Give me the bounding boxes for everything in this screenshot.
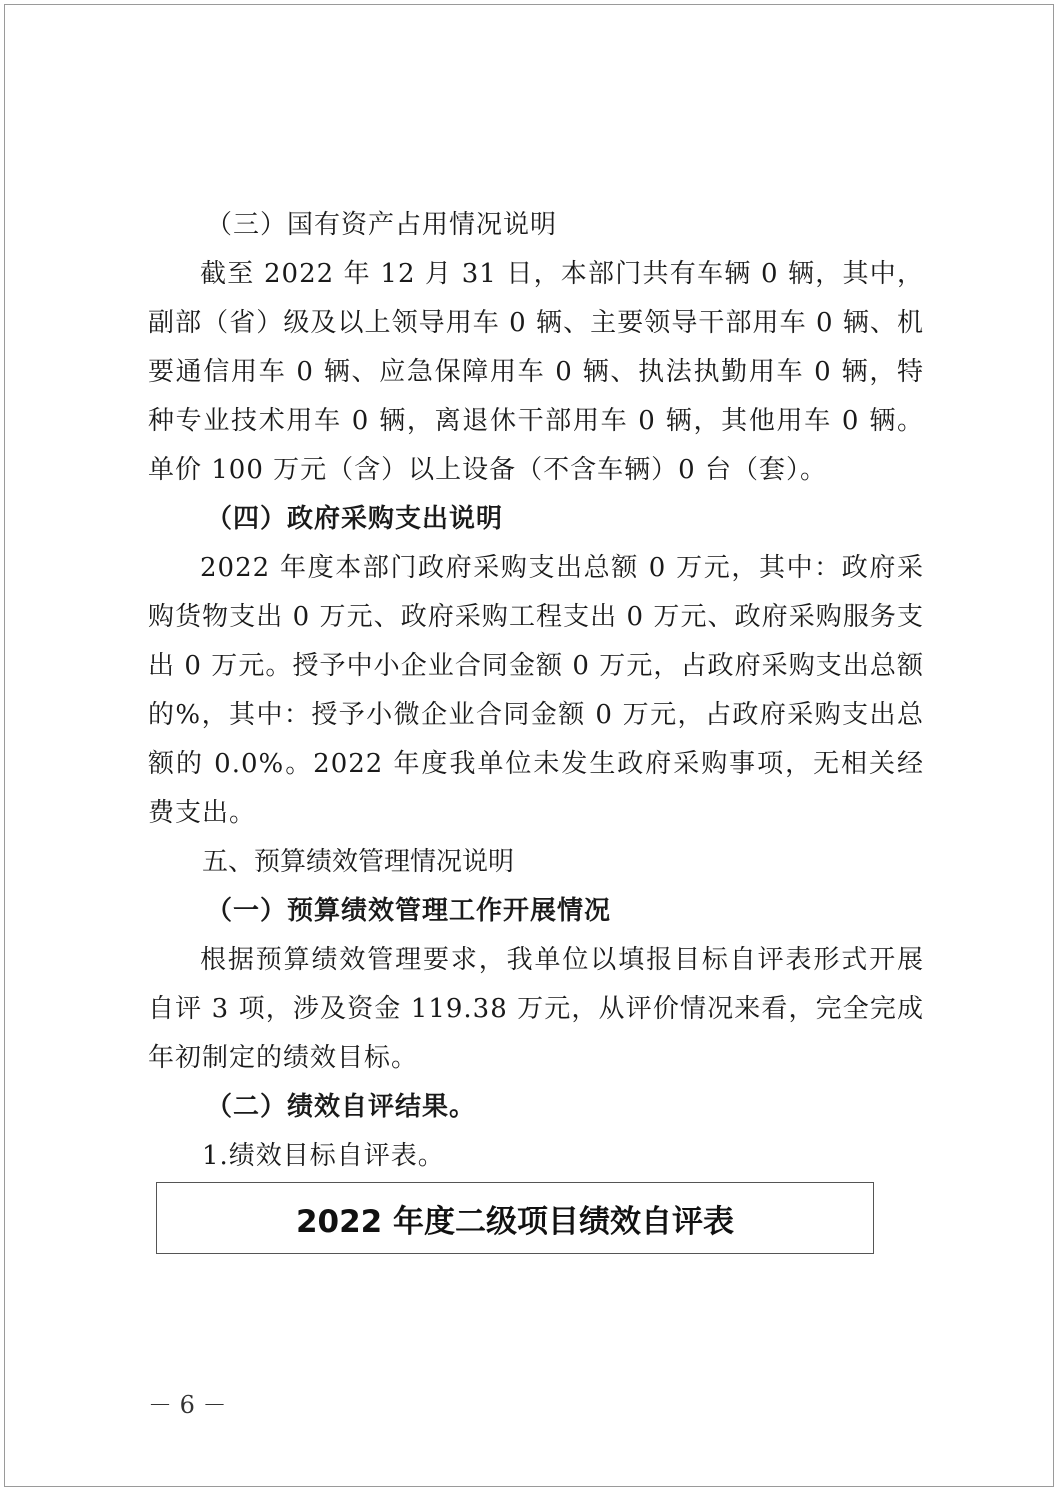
heading-state-assets: （三）国有资产占用情况说明 <box>206 210 558 240</box>
heading-government-procurement: （四）政府采购支出说明 <box>206 504 504 534</box>
document-page <box>4 4 1054 1487</box>
paragraph-government-procurement: 2022 年度本部门政府采购支出总额 0 万元，其中：政府采购货物支出 0 万元、政府采购工程支出 0 万元、政府采购服务支出 0 万元。授予中小企业合同金额 0 万元，占政府采购支出总额的%，其中：授予小微企业合同金额 0 万元，占政府采购支出总额的 0.0%。2022 年度我单位未发生政府采购事项，无相关经费支出。 <box>148 553 924 828</box>
heading-budget-performance: 五、预算绩效管理情况说明 <box>202 847 515 877</box>
table-title-box <box>156 1182 874 1254</box>
page-number: － 6 － <box>148 1391 227 1419</box>
document-body <box>148 201 924 1181</box>
paragraph-performance-work: 根据预算绩效管理要求，我单位以填报目标自评表形式开展自评 3 项，涉及资金 119.38 万元，从评价情况来看，完全完成年初制定的绩效目标。 <box>148 945 924 1073</box>
table-title: 2022 年度二级项目绩效自评表 <box>295 1203 735 1240</box>
item-self-evaluation-table: 1.绩效目标自评表。 <box>202 1141 445 1171</box>
heading-performance-work: （一）预算绩效管理工作开展情况 <box>206 896 612 926</box>
paragraph-state-assets: 截至 2022 年 12 月 31 日，本部门共有车辆 0 辆，其中，副部（省）级及以上领导用车 0 辆、主要领导干部用车 0 辆、机要通信用车 0 辆、应急保障用车 0 辆、执法执勤用车 0 辆，特种专业技术用车 0 辆，离退休干部用车 0 辆，其他用车 0 辆。单价 100 万元（含）以上设备（不含车辆）0 台（套）。 <box>148 259 924 485</box>
heading-self-evaluation-results: （二）绩效自评结果。 <box>206 1092 477 1122</box>
